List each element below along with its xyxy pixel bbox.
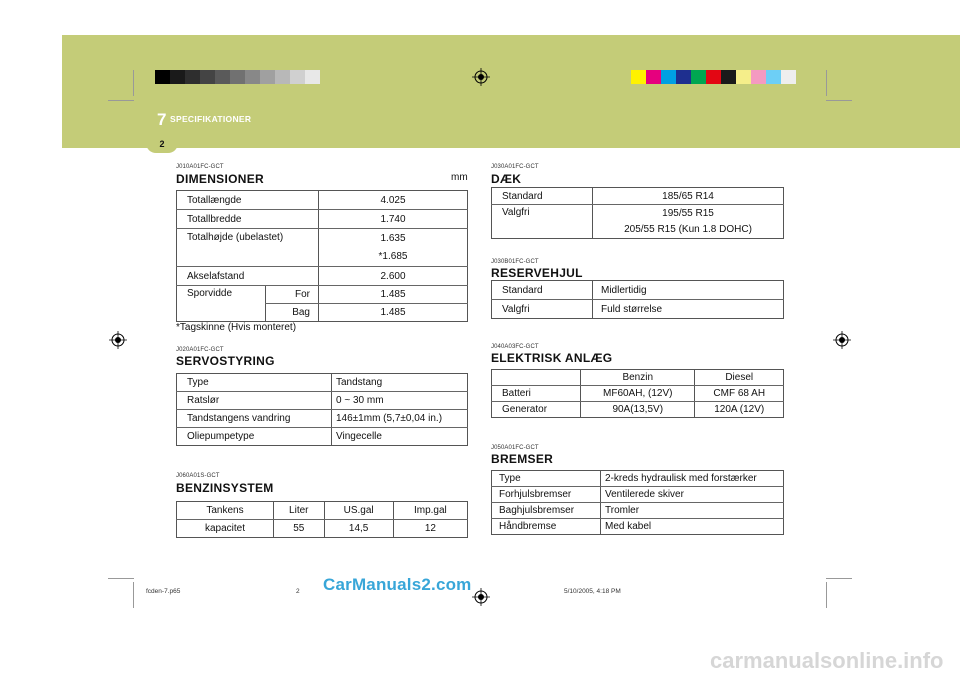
section-title-benzinsystem: BENZINSYSTEM: [176, 481, 274, 495]
section-title-servostyring: SERVOSTYRING: [176, 354, 275, 368]
dim-sublabel: Bag: [266, 304, 319, 322]
fuel-value: 55: [274, 520, 325, 538]
footer-page: 2: [296, 588, 300, 595]
dim-value: 1.740: [319, 210, 468, 229]
crop-mark: [108, 100, 134, 101]
elec-label: Batteri: [492, 386, 581, 402]
tire-value: 205/55 R15 (Kun 1.8 DOHC): [593, 222, 784, 239]
brake-label: Baghjulsbremser: [492, 503, 601, 519]
dim-value: 1.635: [319, 229, 468, 248]
tire-label: Standard: [492, 188, 593, 205]
dim-value: 1.485: [319, 286, 468, 304]
section-title-daek: DÆK: [491, 172, 522, 186]
footnote: *Tagskinne (Hvis monteret): [176, 322, 297, 333]
dimensioner-table: [176, 190, 468, 322]
dim-label: Sporvidde: [187, 288, 233, 299]
page-number: 2: [146, 135, 178, 153]
servo-label: Type: [177, 374, 332, 392]
servo-label: Oliepumpetype: [187, 431, 255, 442]
tire-value: 195/55 R15: [593, 205, 784, 222]
crop-mark: [826, 582, 827, 608]
crop-mark: [108, 578, 134, 579]
fuel-value: 14,5: [324, 520, 393, 538]
dim-sublabel: For: [266, 286, 319, 304]
servo-value: Vingecelle: [332, 428, 468, 446]
dim-label: Akselafstand: [177, 267, 319, 286]
elec-value: MF60AH, (12V): [581, 386, 695, 402]
brake-value: Tromler: [601, 503, 784, 519]
section-code: J020A01FC-GCT: [176, 347, 224, 353]
chapter-title: SPECIFIKATIONER: [170, 114, 252, 124]
elec-header: Benzin: [581, 370, 695, 386]
servostyring-table: [176, 373, 468, 446]
elektrisk-table: [491, 369, 784, 418]
grayscale-bar: [155, 70, 320, 84]
footer-date: 5/10/2005, 4:18 PM: [564, 588, 621, 595]
spare-value: Fuld størrelse: [593, 300, 784, 319]
brake-label: Håndbremse: [499, 521, 557, 532]
registration-mark-icon: [472, 588, 490, 606]
elec-value: CMF 68 AH: [695, 386, 784, 402]
brake-value: Med kabel: [601, 519, 784, 535]
reservehjul-table: [491, 280, 784, 319]
footer-file: fcden-7.p65: [146, 588, 181, 595]
crop-mark: [826, 100, 852, 101]
registration-mark-icon: [833, 331, 851, 349]
section-code: J060A01S-GCT: [176, 473, 220, 479]
daek-table: [491, 187, 784, 239]
spare-label: Standard: [492, 281, 593, 300]
benzinsystem-table: [176, 501, 468, 538]
section-title-bremser: BREMSER: [491, 452, 554, 466]
brake-value: 2-kreds hydraulisk med forstærker: [601, 471, 784, 487]
fuel-header: Imp.gal: [393, 502, 467, 520]
section-code: J030A01FC-GCT: [491, 164, 539, 170]
spare-value: Midlertidig: [593, 281, 784, 300]
section-code: J010A01FC-GCT: [176, 164, 224, 170]
fuel-header: Liter: [274, 502, 325, 520]
chapter-number: 7: [157, 110, 167, 129]
tire-label: Valgfri: [502, 207, 530, 218]
dim-value: *1.685: [319, 248, 468, 267]
brake-label: Type: [492, 471, 601, 487]
dim-label: Totallængde: [177, 191, 319, 210]
color-bar: [631, 70, 796, 84]
fuel-header: US.gal: [324, 502, 393, 520]
servo-value: Tandstang: [332, 374, 468, 392]
tire-value: 185/65 R14: [593, 188, 784, 205]
section-title-elektrisk: ELEKTRISK ANLÆG: [491, 351, 613, 365]
watermark-carmanualsonline[interactable]: carmanualsonline.info: [710, 648, 944, 673]
fuel-value: 12: [393, 520, 467, 538]
dim-label: Totalhøjde (ubelastet): [177, 229, 319, 267]
elec-header: Diesel: [695, 370, 784, 386]
elec-label: Generator: [502, 404, 548, 415]
brake-value: Ventilerede skiver: [601, 487, 784, 503]
servo-value: 146±1mm (5,7±0,04 in.): [332, 410, 468, 428]
bremser-table: [491, 470, 784, 535]
elec-value: 120A (12V): [695, 402, 784, 418]
fuel-label: Tankens: [177, 502, 274, 520]
elec-value: 90A(13,5V): [581, 402, 695, 418]
section-code: J030B01FC-GCT: [491, 259, 539, 265]
watermark-carmanuals2[interactable]: CarManuals2.com: [323, 575, 472, 594]
servo-value: 0 ~ 30 mm: [332, 392, 468, 410]
registration-mark-icon: [109, 331, 127, 349]
crop-mark: [826, 70, 827, 96]
section-title-reservehjul: RESERVEHJUL: [491, 266, 583, 280]
crop-mark: [826, 578, 852, 579]
section-code: J040A03FC-GCT: [491, 344, 539, 350]
crop-mark: [133, 70, 134, 96]
dim-value: 4.025: [319, 191, 468, 210]
crop-mark: [133, 582, 134, 608]
elec-header-blank: [492, 370, 581, 386]
registration-mark-icon: [472, 68, 490, 86]
dim-value: 1.485: [319, 304, 468, 322]
dim-label: Totallbredde: [177, 210, 319, 229]
section-title-dimensioner: DIMENSIONER: [176, 172, 264, 186]
section-code: J050A01FC-GCT: [491, 445, 539, 451]
brake-label: Forhjulsbremser: [492, 487, 601, 503]
dim-value: 2.600: [319, 267, 468, 286]
spare-label: Valgfri: [502, 303, 530, 315]
unit-label: mm: [451, 172, 468, 183]
servo-label: Tandstangens vandring: [177, 410, 332, 428]
fuel-label: kapacitet: [204, 523, 246, 534]
servo-label: Ratslør: [177, 392, 332, 410]
